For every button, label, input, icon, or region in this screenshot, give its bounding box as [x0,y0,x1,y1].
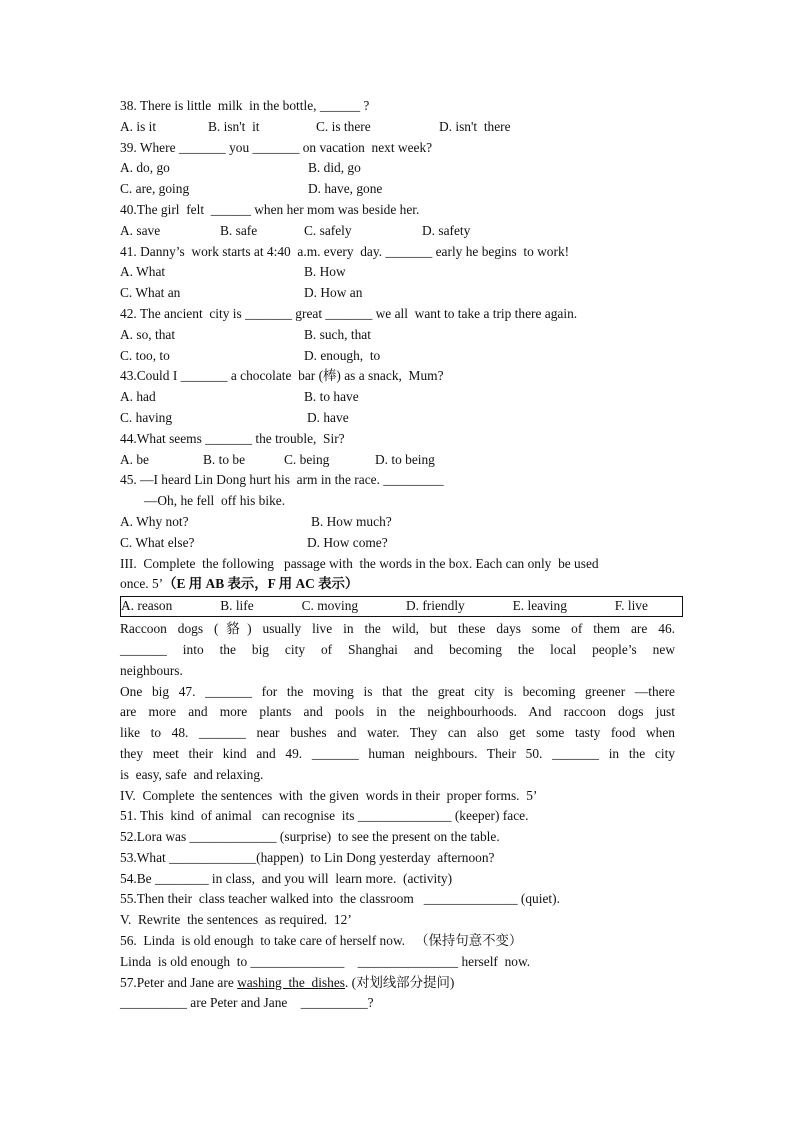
word-box-item-c: C. moving [301,598,359,614]
q38-option-b: B. isn't it [208,118,260,134]
q41-option-c: C. What an [120,285,181,301]
q39-options-row1 [120,158,675,179]
q44-option-a: A. be [120,451,150,467]
q40-stem: 40.The girl felt ______ when her mom was beside her. [120,201,420,217]
q45-stem: 45. —I heard Lin Dong hurt his arm in the race. _________ [120,472,444,488]
q38-options [120,117,675,138]
q39-option-d: D. have, gone [308,181,383,197]
q40-options [120,221,675,242]
q39-stem: 39. Where _______ you _______ on vacation next week? [120,139,433,155]
q56-answer-line: Linda is old enough to ______________ _______________ herself now. [120,953,531,969]
word-box-item-a: A. reason [121,598,173,614]
passage-p2-line3: like to 48. _______ near bushes and water. They can also get some tasty food when [120,725,675,741]
word-box-item-b: B. life [220,598,254,614]
passage-p1-line1: Raccoon dogs (貉) usually live in the wild, but these days some of them are 46. [120,621,675,637]
q43-option-c: C. having [120,409,173,425]
q51: 51. This kind of animal can recognise its ______________ (keeper) face. [120,808,529,824]
q41-options-row1 [120,262,675,283]
q53: 53.What _____________(happen) to Lin Dong yesterday afternoon? [120,849,495,865]
q39-options-row2 [120,179,675,200]
q43-option-b: B. to have [304,389,359,405]
q39-option-c: C. are, going [120,181,190,197]
worksheet [120,96,675,1014]
q41-option-a: A. What [120,264,166,280]
q57-instruction: . (对划线部分提问) [344,974,455,990]
section3-instructions: III. Complete the following passage with the words in the box. Each can only be used [120,555,599,571]
word-box-item-d: D. friendly [405,598,465,614]
section4-title: IV. Complete the sentences with the given words in their proper forms. 5’ [120,787,538,803]
q41-option-b: B. How [304,264,346,280]
q57 [120,973,675,994]
q45-option-b: B. How much? [311,513,392,529]
q39-option-a: A. do, go [120,160,170,176]
q45-option-c: C. What else? [120,534,195,550]
q42-options-row1 [120,325,675,346]
q44-option-b: B. to be [203,451,246,467]
q44-option-d: D. to being [375,451,435,467]
q45-option-d: D. How come? [307,534,388,550]
word-box [120,596,683,617]
q43-option-d: D. have [307,409,349,425]
q40-option-d: D. safety [422,222,471,238]
q55: 55.Then their class teacher walked into the classroom ______________ (quiet). [120,891,560,907]
q40-option-c: C. safely [304,222,352,238]
q41-option-d: D. How an [304,285,363,301]
section3-instructions-2 [120,574,675,595]
q38-stem: 38. There is little milk in the bottle, ______ ? [120,98,370,113]
q44-options [120,450,675,471]
q40-option-a: A. save [120,222,161,238]
q52: 52.Lora was _____________ (surprise) to see the present on the table. [120,829,500,845]
q43-options-row2 [120,408,675,429]
q42-option-b: B. such, that [304,326,371,342]
q43-options-row1 [120,387,675,408]
passage-p2-line2: are more and more plants and pools in the neighbourhoods. And raccoon dogs just [120,704,675,720]
q42-option-a: A. so, that [120,326,176,342]
q42-option-d: D. enough, to [304,347,381,363]
passage-p1-line3: neighbours. [120,662,183,678]
passage-p2-line4: they meet their kind and 49. _______ human neighbours. Their 50. _______ in the city [120,745,675,761]
q38-option-a: A. is it [120,118,157,134]
q57-prefix: 57.Peter and Jane are [120,974,238,990]
q40-option-b: B. safe [220,222,258,238]
q54: 54.Be ________ in class, and you will learn more. (activity) [120,870,453,886]
q44-option-c: C. being [284,451,330,467]
section3-note: （E 用 AB 表示，F 用 AC 表示） [163,576,359,592]
q43-option-a: A. had [120,389,156,405]
q45-options-row1 [120,512,675,533]
section5-title: V. Rewrite the sentences as required. 12’ [120,912,352,928]
q45-response: —Oh, he fell off his bike. [144,493,286,509]
q42-options-row2 [120,346,675,367]
q44-stem: 44.What seems _______ the trouble, Sir? [120,430,345,446]
q56: 56. Linda is old enough to take care of herself now. （保持句意不变） [120,933,523,949]
q43-stem: 43.Could I _______ a chocolate bar (棒) as a snack, Mum? [120,368,444,384]
q41-options-row2 [120,283,675,304]
q38-option-d: D. isn't there [439,118,511,134]
q42-option-c: C. too, to [120,347,170,363]
passage-p2-line1: One big 47. _______ for the moving is that the great city is becoming greener —there [120,683,675,699]
q42-stem: 42. The ancient city is _______ great _______ we all want to take a trip there again. [120,305,578,321]
q45-option-a: A. Why not? [120,513,189,529]
q38-option-c: C. is there [316,118,371,134]
q39-option-b: B. did, go [308,160,361,176]
passage-p1-line2: _______ into the big city of Shanghai and becoming the local people’s new [120,641,675,657]
q41-stem: 41. Danny’s work starts at 4:40 a.m. every day. _______ early he begins to work! [120,243,570,259]
q45-options-row2 [120,533,675,554]
word-box-item-e: E. leaving [512,598,567,614]
word-box-item-f: F. live [614,598,648,614]
passage-p2-line5: is easy, safe and relaxing. [120,766,264,782]
section3-score: once. 5’ [120,576,164,592]
q57-answer-line: __________ are Peter and Jane __________? [120,995,374,1011]
q57-underlined-phrase: washing the dishes [237,974,345,990]
